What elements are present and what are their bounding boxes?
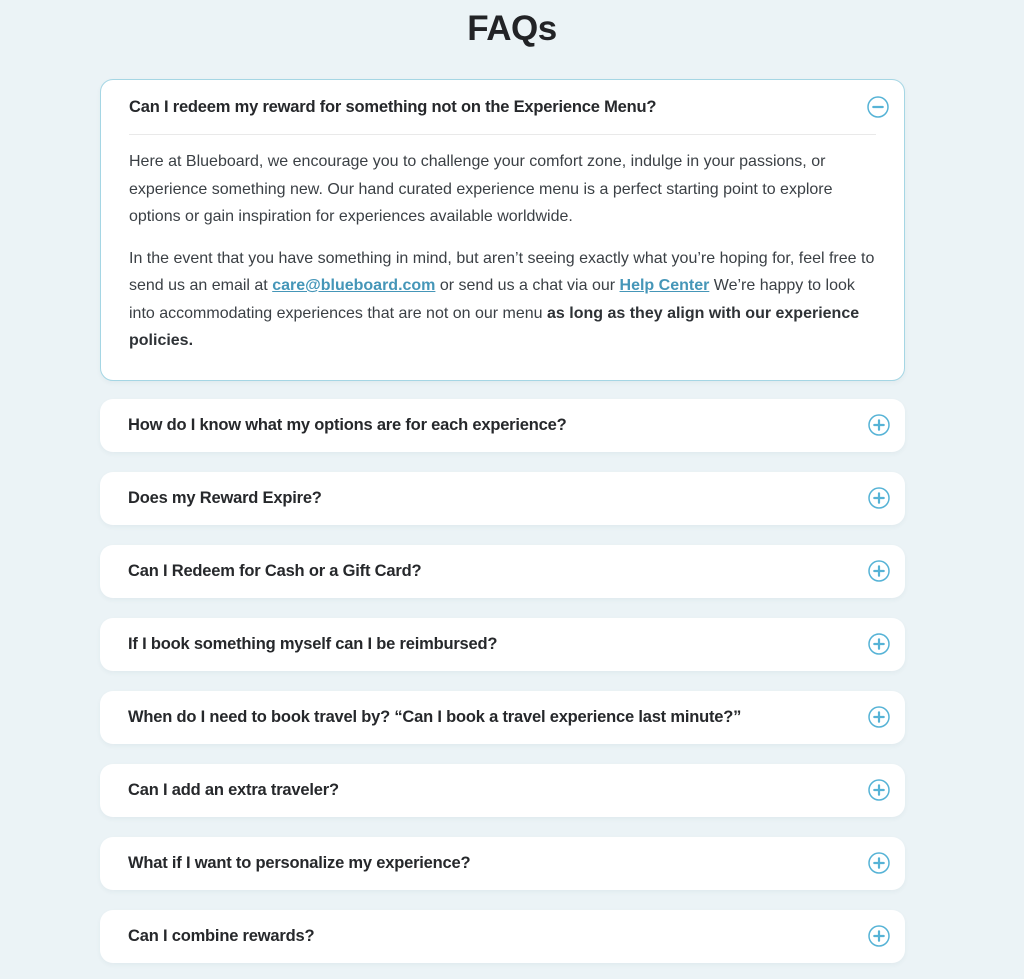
faq-question-text: Can I Redeem for Cash or a Gift Card?	[128, 561, 422, 580]
faq-question-text: Can I redeem my reward for something not on the Experience Menu?	[129, 97, 657, 116]
faq-item-collapsed	[100, 399, 905, 452]
faq-item-collapsed	[100, 910, 905, 963]
faq-question-row[interactable]	[100, 545, 905, 598]
faq-answer	[101, 135, 904, 380]
plus-circle-icon[interactable]	[868, 487, 890, 509]
page-title: FAQs	[467, 9, 557, 48]
plus-circle-icon[interactable]	[868, 560, 890, 582]
help-center-link[interactable]: Help Center	[619, 277, 710, 294]
answer-paragraph-1: Here at Blueboard, we encourage you to challenge your comfort zone, indulge in your passions, or experience something new. Our hand curated experience menu is a perfect starting point to explore options or gain inspiration for experiences available worldwide.	[129, 153, 833, 225]
faq-question-row[interactable]	[100, 837, 905, 890]
answer-bold-text: as long as they align with our experience policies.	[129, 304, 860, 349]
faq-question-row[interactable]	[100, 399, 905, 452]
answer-text-run-2: or send us a chat via our	[435, 277, 620, 294]
plus-circle-icon[interactable]	[868, 414, 890, 436]
faq-question-row[interactable]	[100, 910, 905, 963]
faq-item-collapsed	[100, 472, 905, 525]
faq-accordion-list	[100, 79, 905, 963]
faq-item-collapsed	[100, 837, 905, 890]
faq-question-row[interactable]	[100, 764, 905, 817]
faq-question-text: Can I combine rewards?	[128, 926, 315, 945]
faq-question-text: If I book something myself can I be reimbursed?	[128, 634, 498, 653]
plus-circle-icon[interactable]	[868, 706, 890, 728]
answer-paragraph-2	[129, 245, 876, 355]
email-link[interactable]: care@blueboard.com	[272, 277, 436, 294]
answer-text-run-3: We’re happy to look into accommodating experiences that are not on our menu	[129, 277, 855, 322]
faq-item-collapsed	[100, 618, 905, 671]
faq-question-text: How do I know what my options are for each experience?	[128, 415, 567, 434]
faq-question-text: Can I add an extra traveler?	[128, 780, 339, 799]
plus-circle-icon[interactable]	[868, 633, 890, 655]
faq-question-text: What if I want to personalize my experience?	[128, 853, 471, 872]
plus-circle-icon[interactable]	[868, 852, 890, 874]
faq-question-text: Does my Reward Expire?	[128, 488, 322, 507]
faq-item-collapsed	[100, 545, 905, 598]
faq-item-collapsed	[100, 691, 905, 744]
plus-circle-icon[interactable]	[868, 779, 890, 801]
faq-question-row[interactable]	[100, 472, 905, 525]
plus-circle-icon[interactable]	[868, 925, 890, 947]
faq-question-row[interactable]	[100, 618, 905, 671]
faq-question-row[interactable]	[100, 691, 905, 744]
answer-text-run-1: In the event that you have something in mind, but aren’t seeing exactly what you’re hoping for, feel free to send us an email at	[129, 249, 875, 294]
faq-item-expanded	[100, 79, 905, 381]
faq-item-collapsed	[100, 764, 905, 817]
minus-circle-icon[interactable]	[867, 96, 889, 118]
faq-question-row[interactable]	[101, 80, 904, 134]
faq-question-text: When do I need to book travel by? “Can I book a travel experience last minute?”	[128, 707, 742, 726]
